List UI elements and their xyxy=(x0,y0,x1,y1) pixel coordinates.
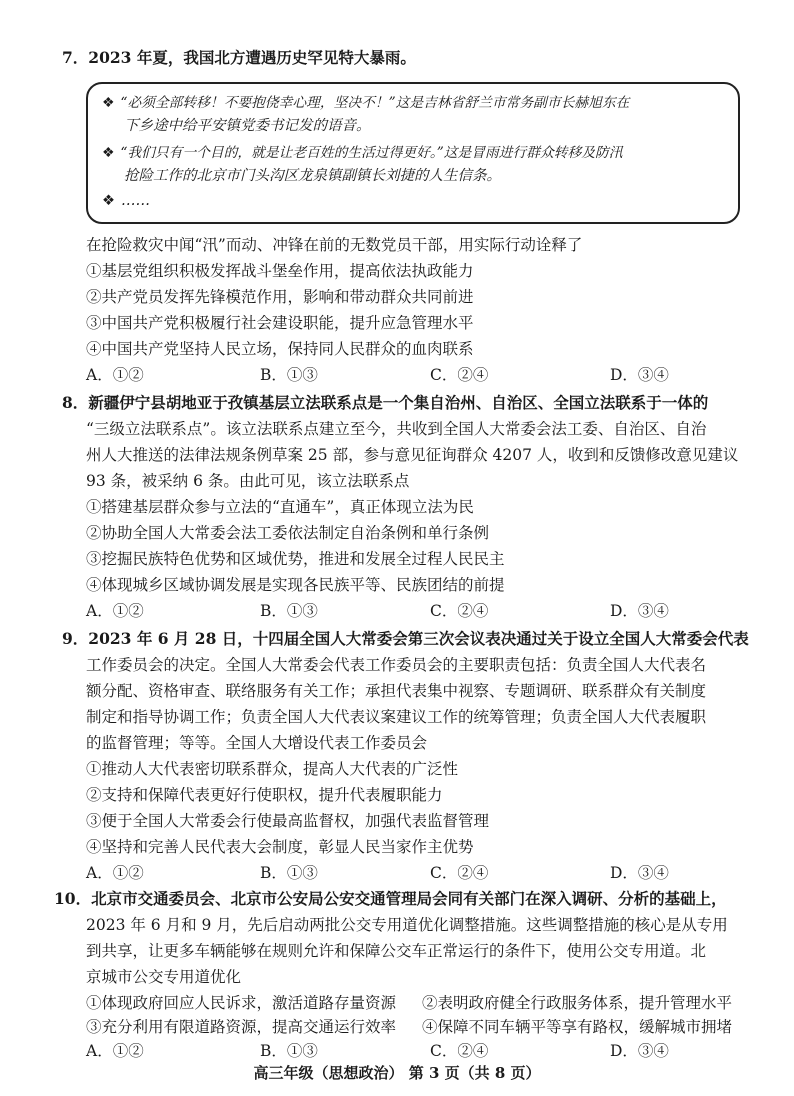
q9-item-3: ③便于全国人大常委会行使最高监督权，加强代表监督管理 xyxy=(86,812,490,830)
q8-option-c[interactable]: C．②④ xyxy=(430,602,489,620)
q10-option-b[interactable]: B．①③ xyxy=(260,1042,318,1060)
q8-item-2: ②协助全国人大常委会法工委依法制定自治条例和单行条例 xyxy=(86,524,490,542)
q9-item-1: ①推动人大代表密切联系群众，提高人大代表的广泛性 xyxy=(86,760,459,778)
q7-item-4: ④中国共产党坚持人民立场，保持同人民群众的血肉联系 xyxy=(86,340,474,358)
q8-stem-line-1: 8．新疆伊宁县胡地亚于孜镇基层立法联系点是一个集自治州、自治区、全国立法联系于一体的 xyxy=(62,393,709,412)
q7-quote-2-line-2: 抢险工作的北京市门头沟区龙泉镇副镇长刘捷的人生信条。 xyxy=(124,168,501,184)
diamond-bullet-icon: ❖ xyxy=(102,145,115,161)
q7-quote-box xyxy=(86,82,740,224)
q8-stem-line-3: 州人大推送的法律法规条例草案 25 部，参与意见征询群众 4207 人，收到和反馈修改意见建议 xyxy=(86,446,739,464)
q9-option-d[interactable]: D．③④ xyxy=(610,864,669,882)
q7-item-1: ①基层党组织积极发挥战斗堡垒作用，提高依法执政能力 xyxy=(86,262,474,280)
q10-stem-line-3: 到共享，让更多车辆能够在规则允许和保障公交车正常运行的条件下，使用公交专用道。北 xyxy=(86,942,707,960)
q9-option-b[interactable]: B．①③ xyxy=(260,864,318,882)
q9-item-4: ④坚持和完善人民代表大会制度，彰显人民当家作主优势 xyxy=(86,838,474,856)
q10-stem-line-2: 2023 年 6 月和 9 月，先后启动两批公交专用道优化调整措施。这些调整措施的核心是从专用 xyxy=(86,916,728,934)
diamond-bullet-icon: ❖ xyxy=(102,193,115,209)
q9-stem-line-2: 工作委员会的决定。全国人大常委会代表工作委员会的主要职责包括：负责全国人大代表名 xyxy=(86,656,707,674)
q7-quote-1-line-1: ❖ “必须全部转移！不要抱侥幸心理，坚决不！”这是吉林省舒兰市常务副市长赫旭东在 xyxy=(102,95,630,111)
q10-option-d[interactable]: D．③④ xyxy=(610,1042,669,1060)
q8-option-d[interactable]: D．③④ xyxy=(610,602,669,620)
q8-stem-line-4: 93 条，被采纳 6 条。由此可见，该立法联系点 xyxy=(86,472,410,490)
q10-stem-line-1: 10．北京市交通委员会、北京市公安局公安交通管理局会同有关部门在深入调研、分析的基础上， xyxy=(54,889,727,908)
q7-lead: 在抢险救灾中闻“汛”而动、冲锋在前的无数党员干部，用实际行动诠释了 xyxy=(86,236,583,254)
q10-stem-line-4: 京城市公交专用道优化 xyxy=(86,968,242,986)
q8-item-4: ④体现城乡区域协调发展是实现各民族平等、民族团结的前提 xyxy=(86,576,505,594)
q9-stem-line-4: 制定和指导协调工作；负责全国人大代表议案建议工作的统筹管理；负责全国人大代表履职 xyxy=(86,708,707,726)
q9-stem-line-3: 额分配、资格审查、联络服务有关工作；承担代表集中视察、专题调研、联系群众有关制度 xyxy=(86,682,707,700)
q7-item-2: ②共产党员发挥先锋模范作用，影响和带动群众共同前进 xyxy=(86,288,474,306)
q7-stem: 7．2023 年夏，我国北方遭遇历史罕见特大暴雨。 xyxy=(62,48,416,67)
q7-option-a[interactable]: A．①② xyxy=(86,366,144,384)
q9-stem-line-5: 的监督管理；等等。全国人大增设代表工作委员会 xyxy=(86,734,428,752)
q9-option-a[interactable]: A．①② xyxy=(86,864,144,882)
q7-option-b[interactable]: B．①③ xyxy=(260,366,318,384)
diamond-bullet-icon: ❖ xyxy=(102,95,115,111)
q9-stem-line-1: 9．2023 年 6 月 28 日，十四届全国人大常委会第三次会议表决通过关于设立全国人大常委会代表 xyxy=(62,629,749,648)
q10-option-a[interactable]: A．①② xyxy=(86,1042,144,1060)
q7-option-d[interactable]: D．③④ xyxy=(610,366,669,384)
q7-quote-1-line-2: 下乡途中给平安镇党委书记发的语音。 xyxy=(124,118,371,134)
q7-item-3: ③中国共产党积极履行社会建设职能，提升应急管理水平 xyxy=(86,314,474,332)
q7-quote-2-line-1: ❖ “我们只有一个目的，就是让老百姓的生活过得更好。”这是冒雨进行群众转移及防汛 xyxy=(102,145,623,161)
q8-option-b[interactable]: B．①③ xyxy=(260,602,318,620)
q9-item-2: ②支持和保障代表更好行使职权，提升代表履职能力 xyxy=(86,786,443,804)
q7-quote-3-line-1: ❖ …… xyxy=(102,193,150,209)
q10-option-c[interactable]: C．②④ xyxy=(430,1042,489,1060)
q9-option-c[interactable]: C．②④ xyxy=(430,864,489,882)
q10-item-1: ①体现政府回应人民诉求，激活道路存量资源 xyxy=(86,994,397,1012)
q7-option-c[interactable]: C．②④ xyxy=(430,366,489,384)
q8-item-3: ③挖掘民族特色优势和区域优势，推进和发展全过程人民民主 xyxy=(86,550,505,568)
q10-item-3: ③充分利用有限道路资源，提高交通运行效率 xyxy=(86,1018,397,1036)
q8-stem-line-2: “三级立法联系点”。该立法联系点建立至今，共收到全国人大常委会法工委、自治区、自治 xyxy=(86,420,707,438)
q10-item-4: ④保障不同车辆平等享有路权，缓解城市拥堵 xyxy=(422,1018,733,1036)
q10-item-2: ②表明政府健全行政服务体系，提升管理水平 xyxy=(422,994,733,1012)
q8-option-a[interactable]: A．①② xyxy=(86,602,144,620)
page-footer: 高三年级（思想政治） 第 3 页（共 8 页） xyxy=(253,1064,541,1082)
q8-item-1: ①搭建基层群众参与立法的“直通车”，真正体现立法为民 xyxy=(86,498,474,516)
